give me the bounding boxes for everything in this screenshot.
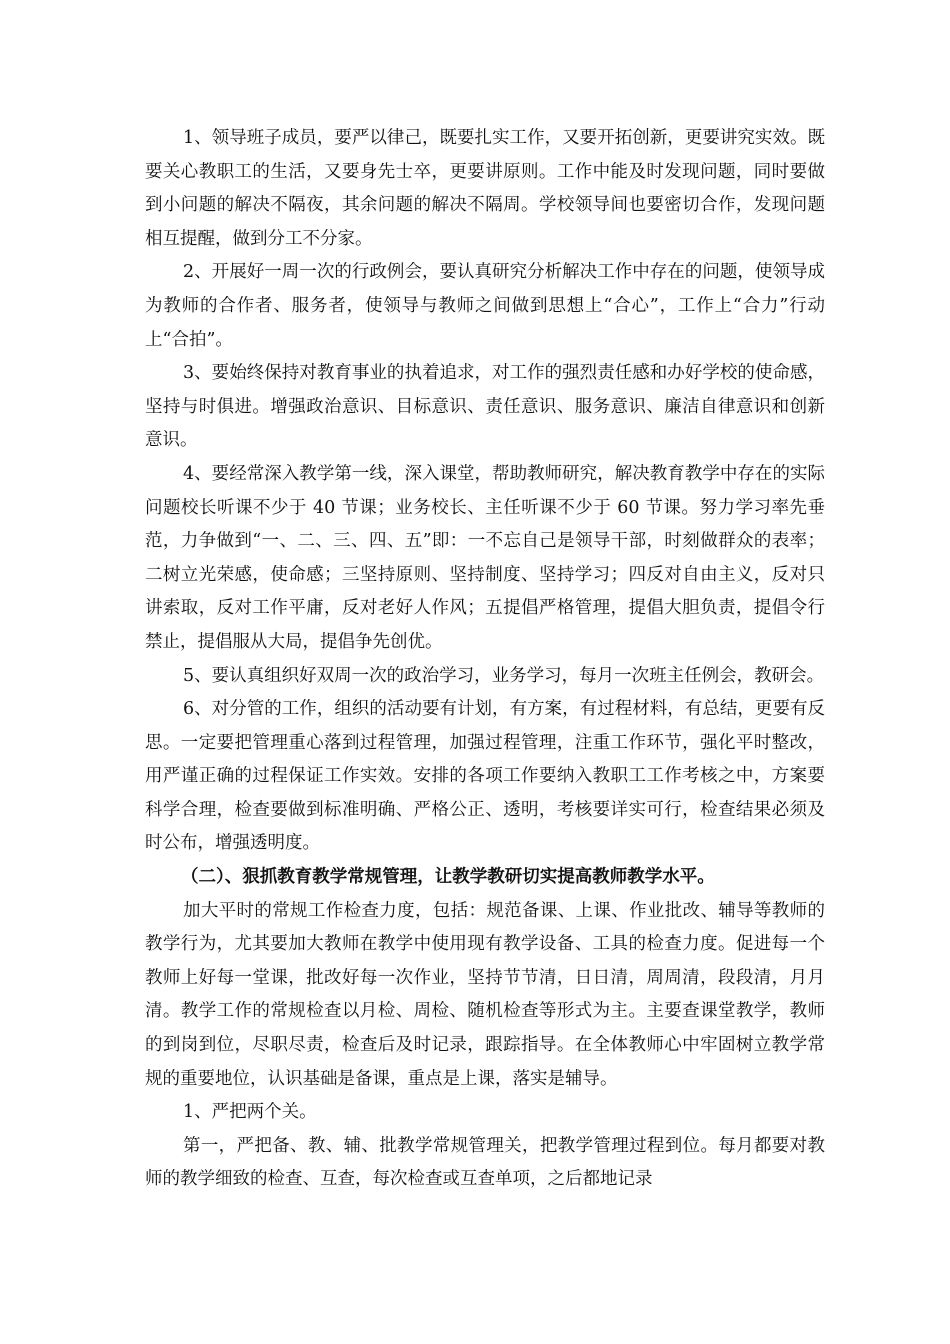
paragraph-7: 加大平时的常规工作检查力度，包括：规范备课、上课、作业批改、辅导等教师的教学行为，尤其要加大教师在教学中使用现有教学设备、工具的检查力度。促进每一个教师上好每一堂课，批改好每一次作业，坚持节节清，日日清，周周清，段段清，月月清。教学工作的常规检查以月检、周检、随机检查等形式为主。主要查课堂教学，教师的到岗到位，尽职尽责，检查后及时记录，跟踪指导。在全体教师心中牢固树立教学常规的重要地位，认识基础是备课，重点是上课，落实是辅导。 xyxy=(145,900,825,1089)
paragraph-3: 3、要始终保持对教育事业的执着追求，对工作的强烈责任感和办好学校的使命感，坚持与时俱进。增强政治意识、目标意识、责任意识、服务意识、廉洁自律意识和创新意识。 xyxy=(145,363,825,451)
paragraph-5: 5、要认真组织好双周一次的政治学习，业务学习，每月一次班主任例会，教研会。 xyxy=(183,665,825,686)
document-page xyxy=(145,122,825,1197)
paragraph-4: 4、要经常深入教学第一线，深入课堂，帮助教师研究，解决教育教学中存在的实际问题校长听课不少于 40 节课；业务校长、主任听课不少于 60 节课。努力学习率先垂范，力争做到“一、二、三、四、五”即：一不忘自己是领导干部，时刻做群众的表率；二树立光荣感，使命感；三坚持原则、坚持制度、坚持学习；四反对自由主义，反对只讲索取，反对工作平庸，反对老好人作风；五提倡严格管理，提倡大胆负责，提倡令行禁止，提倡服从大局，提倡争先创优。 xyxy=(145,463,825,652)
paragraph-2: 2、开展好一周一次的行政例会，要认真研究分析解决工作中存在的问题，使领导成为教师的合作者、服务者，使领导与教师之间做到思想上“合心”，工作上“合力”行动上“合拍”。 xyxy=(145,262,825,350)
paragraph-8: 1、严把两个关。 xyxy=(183,1102,317,1123)
section-heading: （二）、狠抓教育教学常规管理，让教学教研切实提高教师教学水平。 xyxy=(181,867,715,888)
paragraph-6: 6、对分管的工作，组织的活动要有计划，有方案，有过程材料，有总结，更要有反思。一定要把管理重心落到过程管理，加强过程管理，注重工作环节，强化平时整改，用严谨正确的过程保证工作实效。安排的各项工作要纳入教职工工作考核之中，方案要科学合理，检查要做到标准明确、严格公正、透明，考核要详实可行，检查结果必须及时公布，增强透明度。 xyxy=(145,699,825,854)
paragraph-9: 第一，严把备、教、辅、批教学常规管理关，把教学管理过程到位。每月都要对教师的教学细致的检查、互查，每次检查或互查单项，之后都地记录 xyxy=(145,1135,825,1190)
paragraph-1: 1、领导班子成员，要严以律己，既要扎实工作，又要开拓创新，更要讲究实效。既要关心教职工的生活，又要身先士卒，更要讲原则。工作中能及时发现问题，同时要做到小问题的解决不隔夜，其余问题的解决不隔周。学校领导间也要密切合作，发现问题相互提醒，做到分工不分家。 xyxy=(145,128,825,249)
